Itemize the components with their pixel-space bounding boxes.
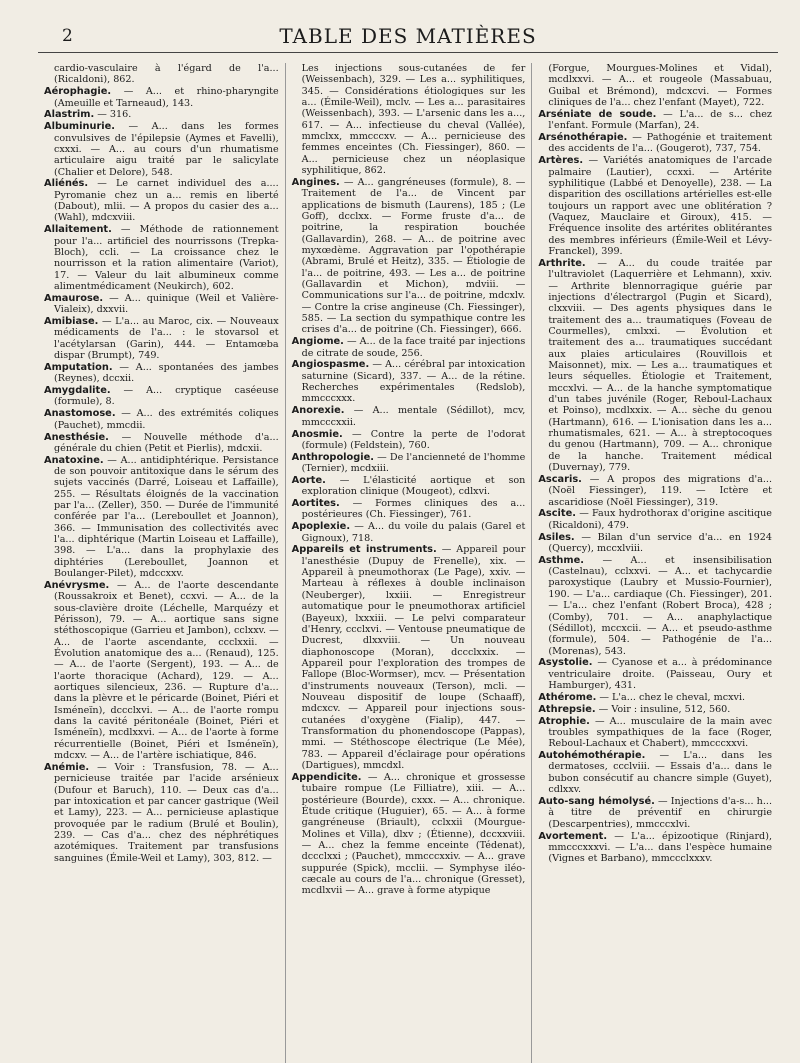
entry-heading: Amygdalite. — [44, 385, 111, 397]
entry-heading: Aortites. — [291, 498, 340, 510]
entry-text: — L'a... au Maroc, cix. — Nouveaux médicaments de l'a... : le stovarsol et l'acétylarsan (Garin), 444. — Entamœba dispar (Brumpt), 749. — [54, 316, 279, 362]
entry-heading: Aliénés. — [44, 178, 89, 190]
index-entry — [538, 155, 772, 257]
entry-text: (Forgue, Mourgues-Molines et Vidal), mcdlxxvi. — A... et rougeole (Massabuau, Guibal et Brémond), mdcxcvi. — Formes cliniques de l'a... chez l'enfant (Mayet), 722. — [548, 63, 772, 109]
index-entry — [538, 258, 772, 474]
entry-text: — A... des extrémités coliques (Pauchet), mmcdii. — [54, 408, 279, 431]
index-entry — [538, 704, 772, 715]
entry-heading: Anévrysme. — [44, 579, 110, 591]
entry-heading: Appareils et instruments. — [291, 544, 437, 556]
index-entry — [538, 474, 772, 508]
index-entry — [44, 121, 279, 178]
index-entry — [292, 521, 526, 544]
entry-text: — L'élasticité aortique et son exploration clinique (Mougeot), cdlxvi. — [301, 474, 526, 498]
entry-text: — Faux hydrothorax d'origine ascitique (Ricaldoni), 479. — [548, 508, 772, 531]
entry-text: — A... musculaire de la main avec troubles sympathiques de la face (Roger, Reboul-Lachaux et Chabert), mmcccxxvi. — [548, 715, 772, 750]
entry-heading: Athérome. — [538, 691, 597, 703]
entry-text: — A... quinique (Weil et Valière-Vialeix), dxxvii. — [54, 292, 279, 316]
index-entry — [292, 359, 526, 404]
index-entry — [44, 362, 279, 385]
entry-text: — Bilan d'un service d'a... en 1924 (Quercy), mccxlviii. — [548, 531, 772, 554]
index-entry — [538, 750, 772, 795]
entry-text: — A... cérébral par intoxication saturnine (Sicard), 337. — A... de la rétine. Recherches expérimentales (Redslob), mmcccxxx. — [301, 359, 526, 405]
index-entry — [44, 385, 279, 408]
index-entry — [292, 336, 526, 359]
entry-heading: Alastrim. — [44, 109, 95, 121]
entry-text: — Cyanose et a... à prédominance ventriculaire droite. (Paisseau, Oury et Hamburger), 431. — [548, 657, 772, 692]
entry-text: — L'a... épizootique (Rinjard), mmcccxxxvi. — L'a... dans l'espèce humaine (Vignes et Barbano), mmccclxxxv. — [548, 830, 772, 865]
entry-text: — A... de l'aorte descendante (Roussakroix et Benet), ccxvi. — A... de la sous-clavière droite (Léchelle, Marquézy et Périsson), 79. — A... aortique sans signe stéthoscopique (Garrieu et Jambon), cclxxv. — A... de l'aorte ascendante, ccclxxii. — Évolution anatomique des a... (Renaud), 125. — A... de l'aorte (Sergent), 193. — A... de l'aorte thoracique (Achard), 129. — A... aortiques silencieux, 236. — Rupture d'a... dans la plèvre et le péricarde (Boinet, Piéri et Isméneïn), dccclxvi. — A... de l'aorte rompu dans la cavité péritonéale (Boinet, Piéri et Isméneïn), mcdlxxvi. — A... de l'aorte à forme récurrentielle (Boinet, Piéri et Isméneïn), mdcxv. — A... de l'artère ischiatique, 846. — [54, 579, 279, 762]
index-entry — [538, 109, 772, 132]
entry-heading: Anthropologie. — [291, 451, 375, 463]
entry-text: — A... gangréneuses (formule), 8. — Traitement de l'a... de Vincent par applications de bismuth (Laurens), 185 ; (Le Goff), dcclxx. — Forme fruste d'a... de poitrine, la respiration bouchée (Gallavardin), 268. — A... de poitrine avec myxœdème. Aggravation par l'opothérapie (Abrami, Brulé et Heitz), 335. — Étiologie de l'a... de poitrine, 493. — Les a... de poitrine (Gallavardin et Michon), mdviii. — Communications sur l'a... de poitrine, mdcxlv. — Contre la crise angineuse (Ch. Fiessinger), 585. — La section du sympathique contre les crises d'a... de poitrine (Ch. Fiessinger), 666. — [301, 176, 526, 336]
entry-heading: Anatoxine. — [44, 454, 104, 466]
index-entry — [292, 177, 526, 336]
index-entry — [538, 692, 772, 703]
entry-heading: Angines. — [291, 176, 340, 188]
column-1 — [38, 63, 285, 1063]
entry-text: — Injections d'a-s... h... à titre de préventif en chirurgie (Descarpentries), mmcccxlvi. — [548, 796, 772, 830]
page-number: 2 — [62, 26, 73, 46]
entry-heading: Auto-sang hémolysé. — [538, 796, 655, 807]
index-entry — [538, 716, 772, 750]
column-3 — [531, 63, 778, 1063]
entry-text: — L'a... dans les dermatoses, ccclviii. — Essais d'a... dans le bubon consécutif au chancre simple (Guyet), cdlxxv. — [548, 750, 772, 796]
entry-text: — A... chronique et grossesse tubaire rompue (Le Filliatre), xiii. — A... postérieure (Bourde), cxxx. — A... chronique. Étude critique (Huguier), 65. — A... à forme gangréneuse (Briault), cclxxii (Mourgue-Molines et Villa), dlxv ; (Étienne), dccxxviii. — A... chez la femme enceinte (Tédenat), dccclxxi ; (Pauchet), mmcccxxiv. — A... grave suppurée (Spick), mcclii. — Symphyse iléo-cæcale au cours de l'a... chronique (Gresset), mcdlxvii — A... grave à forme atypique — [301, 771, 526, 897]
entry-heading: Ascaris. — [538, 473, 582, 485]
entry-text: — Appareil pour l'anesthésie (Dupuy de Frenelle), xix. — Appareil à pneumothorax (Le Page), xxiv. — Marteau à réflexes à double inclinaison (Neuberger), lxxiii. — Enregistreur automatique pour le pneumothorax artificiel (Bayeux), lxxxiii. — Le pelvi comparateur d'Henry, ccclxvi. — Ventouse pneumatique de Ducrest, dlxxviii. — Un nouveau diaphonoscope (Moran), dccclxxix. — Appareil pour l'exploration des trompes de Fallope (Bloc-Wormser), mcv. — Présentation d'instruments nouveaux (Terson), mcli. — Nouveau dispositif de loupe (Schaaff), mdcxcv. — Appareil pour injections sous-cutanées d'oxygène (Fialip), 447. — Transformation du phonendoscope (Pappas), mmi. — Stéthoscope électrique (Le Mée), 783. — Appareil d'éclairage pour opérations (Dartigues), mmcdxl. — [301, 544, 526, 771]
entry-text: — A... et rhino-pharyngite (Ameuille et Tarneaud), 143. — [54, 86, 279, 109]
entry-text: — Nouvelle méthode d'a... générale du chien (Petit et Pierlis), mdcxii. — [54, 431, 279, 454]
index-entry — [292, 544, 526, 771]
index-entry — [44, 408, 279, 431]
index-entry — [538, 132, 772, 155]
entry-heading: Anastomose. — [44, 408, 116, 420]
index-entry — [44, 293, 279, 316]
index-entry — [538, 657, 772, 691]
entry-text: — Le carnet individuel des a.... Pyromanie chez un a... remis en liberté (Dabout), mlii. — A propos du casier des a... (Wahl), mdcxviii. — [54, 178, 279, 224]
entry-heading: Amputation. — [44, 361, 113, 373]
entry-heading: Anosmie. — [291, 428, 343, 440]
entry-text: — A propos des migrations d'a... (Noël Fiessinger), 119. — Ictère et ascaridiose (Noël Fiessinger), 319. — [548, 473, 772, 508]
entry-text: — Méthode de rationnement pour l'a... artificiel des nourrissons (Trepka-Bloch), ccli. — La croissance chez le nourrisson et la ration alimentaire (Variot), 17. — Valeur du lait albumineux comme alimentmédicament (Neukirch), 602. — [54, 224, 279, 293]
entry-heading: Amaurose. — [44, 292, 104, 304]
entry-text: — A... antidiphtérique. Persistance de son pouvoir antitoxique dans le sérum des sujets vaccinés (Darré, Loiseau et Laffaille), 255. — Résultats éloignés de la vaccination par l'a... (Zeller), 350. — Durée de l'immunité conférée par l'a... (Lereboullet et Joannon), 366. — Immunisation des collectivités avec l'a... diphtérique (Martin Loiseau et Laffaille), 398. — L'a... dans la prophylaxie des diphtéries (Lereboullet, Joannon et Boulanger-Pilet), mdccxxv. — [54, 454, 279, 580]
entry-heading: Aérophagie. — [44, 86, 112, 98]
entry-text: — De l'ancienneté de l'homme (Ternier), mcdxiii. — [301, 451, 526, 475]
index-entry — [44, 178, 279, 223]
entry-heading: Amibiase. — [44, 316, 99, 328]
index-entry — [292, 405, 526, 428]
entry-heading: Arséniate de soude. — [538, 108, 657, 120]
entry-heading: Asiles. — [538, 531, 575, 543]
index-entry — [292, 429, 526, 452]
entry-heading: Allaitement. — [44, 224, 112, 236]
entry-text: — A... du coude traitée par l'ultraviolet (Laquerrière et Lehmann), xxiv. — Arthrite blennorragique guérie par injections d'électrargol (Pugin et Sicard), clxxviii. — Des agents physiques dans le traitement des a... traumatiques (Foveau de Courmelles), cmlxxi. — Évolution et traitement des a... traumatiques succédant aux plaies articulaires (Rouvillois et Maisonnet), mix. — Les a... traumatiques et leurs séquelles. Étiologie et Traitement, mccxlvi. — A... de la hanche symptomatique d'un tabes juvénile (Roger, Reboul-Lachaux et Poinso), mcdlxxix. — A... sèche du genou (Hartmann), 616. — L'ionisation dans les a... rhumatismales, 621. — A... à streptocoques du genou (Hartmann), 709. — A... chronique de la hanche. Traitement médical (Duvernay), 779. — [548, 257, 772, 474]
entry-text: — A... cryptique caséeuse (formule), 8. — [54, 385, 279, 408]
index-entry — [44, 316, 279, 361]
entry-text: — A... de la face traité par injections de citrate de soude, 256. — [301, 336, 526, 359]
entry-heading: Ascite. — [538, 508, 576, 520]
entry-heading: Appendicite. — [291, 771, 362, 783]
entry-text: — Formes cliniques des a... postérieures (Ch. Fiessinger), 761. — [301, 498, 526, 521]
entry-heading: Anémie. — [44, 761, 90, 773]
entry-heading: Asystolie. — [538, 657, 593, 669]
entry-text: — A... mentale (Sédillot), mcv, mmcccxxii. — [301, 405, 526, 428]
index-entry — [44, 580, 279, 762]
entry-heading: Anorexie. — [291, 405, 345, 417]
entry-text: — L'a... chez le cheval, mcxvi. — [596, 691, 746, 703]
entry-heading: Apoplexie. — [291, 521, 351, 533]
entry-text: — Variétés anatomiques de l'arcade palmaire (Lautier), ccxxi. — Artérite syphilitique (Labbé et Denoyelle), 238. — La disparition des oscillations artérielles est-elle toujours un rapport avec une oblitération ? (Vaquez, Mauclaire et Giroux), 415. — Fréquence insolite des artérites oblitérantes des membres inférieurs (Émile-Weil et Lévy-Franckel), 399. — [548, 155, 772, 257]
entry-heading: Aorte. — [291, 474, 326, 486]
index-entry — [44, 63, 279, 86]
index-entry — [44, 455, 279, 580]
entry-heading: Autohémothérapie. — [538, 750, 646, 762]
entry-heading: Arsénothérapie. — [538, 132, 628, 144]
index-entry — [44, 86, 279, 109]
entry-text: — Voir : Transfusion, 78. — A... pernicieuse traitée par l'acide arsénieux (Dufour et Baruch), 110. — Deux cas d'a... par intoxication et par cancer gastrique (Weil et Lamy), 223. — A... pernicieuse aplastique provoquée par le radium (Brulé et Boulin), 239. — Cas d'a... chez des néphrétiques azotémiques. Traitement par transfusions sanguines (Émile-Weil et Lamy), 303, 812. — — [54, 761, 279, 864]
entry-text: Les injections sous-cutanées de fer (Weissenbach), 329. — Les a... syphilitiques, 345. — Considérations étiologiques sur les a... (Émile-Weil), mclv. — Les a... parasitaires (Weissenbach), 393. — L'arsenic dans les a..., 617. — A... infectieuse du cheval (Vallée), mmclxx, mmcccxv. — A... pernicieuse des femmes enceintes (Ch. Fiessinger), 860. — A... pernicieuse chez un néoplasique syphilitique, 862. — [301, 63, 526, 177]
index-entry — [44, 762, 279, 864]
index-entry — [44, 224, 279, 292]
entry-heading: Avortement. — [538, 830, 608, 842]
entry-text: — A... et insensibilisation (Castelnau), cclxxvi. — A... et tachycardie paroxystique (Laubry et Mussio-Fournier), 190. — L'a... cardiaque (Ch. Fiessinger), 201. — L'a... chez l'enfant (Robert Broca), 428 ; (Comby), 701. — A... anaphylactique (Sédillot), mccxcii. — A... et pseudo-asthme (formule), 504. — Pathogénie de l'a... (Morenas), 543. — [548, 554, 772, 657]
entry-text: — Pathogénie et traitement des accidents de l'a... (Gougerot), 737, 754. — [548, 132, 772, 155]
index-entry — [538, 63, 772, 108]
index-entry — [292, 772, 526, 897]
index-entry — [538, 831, 772, 865]
index-entry — [44, 109, 279, 120]
entry-text: — A... du voile du palais (Garel et Gignoux), 718. — [301, 521, 526, 544]
entry-heading: Artères. — [538, 155, 584, 167]
entry-heading: Anesthésie. — [44, 431, 109, 443]
index-entry — [292, 452, 526, 475]
entry-heading: Athrepsie. — [538, 703, 596, 715]
entry-text: — Contre la perte de l'odorat (formule) (Feldstein), 760. — [301, 428, 526, 451]
index-entry — [292, 63, 526, 176]
entry-text: cardio-vasculaire à l'égard de l'a... (Ricaldoni), 862. — [54, 63, 279, 86]
entry-text: — L'a... de s... chez l'enfant. Formule (Marfan), 24. — [548, 108, 772, 132]
entry-text: — Voir : insuline, 512, 560. — [595, 703, 731, 715]
entry-text: — 316. — [94, 109, 132, 121]
entry-heading: Angiome. — [291, 336, 344, 348]
entry-heading: Arthrite. — [538, 257, 586, 269]
index-entry — [538, 555, 772, 657]
entry-heading: Asthme. — [538, 554, 584, 566]
index-entry — [538, 532, 772, 555]
index-entry — [44, 432, 279, 455]
index-entry — [292, 498, 526, 521]
index-entry — [538, 508, 772, 531]
entry-heading: Atrophie. — [538, 715, 590, 727]
index-entry — [538, 796, 772, 830]
entry-text: — A... spontanées des jambes (Reynes), dccxii. — [54, 361, 279, 385]
page-title: TABLE DES MATIÈRES — [279, 24, 537, 48]
column-2 — [285, 63, 532, 1063]
entry-text: — A... dans les formes convulsives de l'épilepsie (Aymes et Favelli), cxxxi. — A... au cours d'un rhumatisme articulaire aigu traité par le salicylate (Chalier et Delore), 548. — [54, 121, 279, 178]
entry-heading: Angiospasme. — [291, 359, 370, 371]
page-header — [38, 22, 778, 53]
entry-heading: Albuminurie. — [44, 121, 115, 133]
index-columns — [38, 63, 778, 1063]
index-entry — [292, 475, 526, 498]
